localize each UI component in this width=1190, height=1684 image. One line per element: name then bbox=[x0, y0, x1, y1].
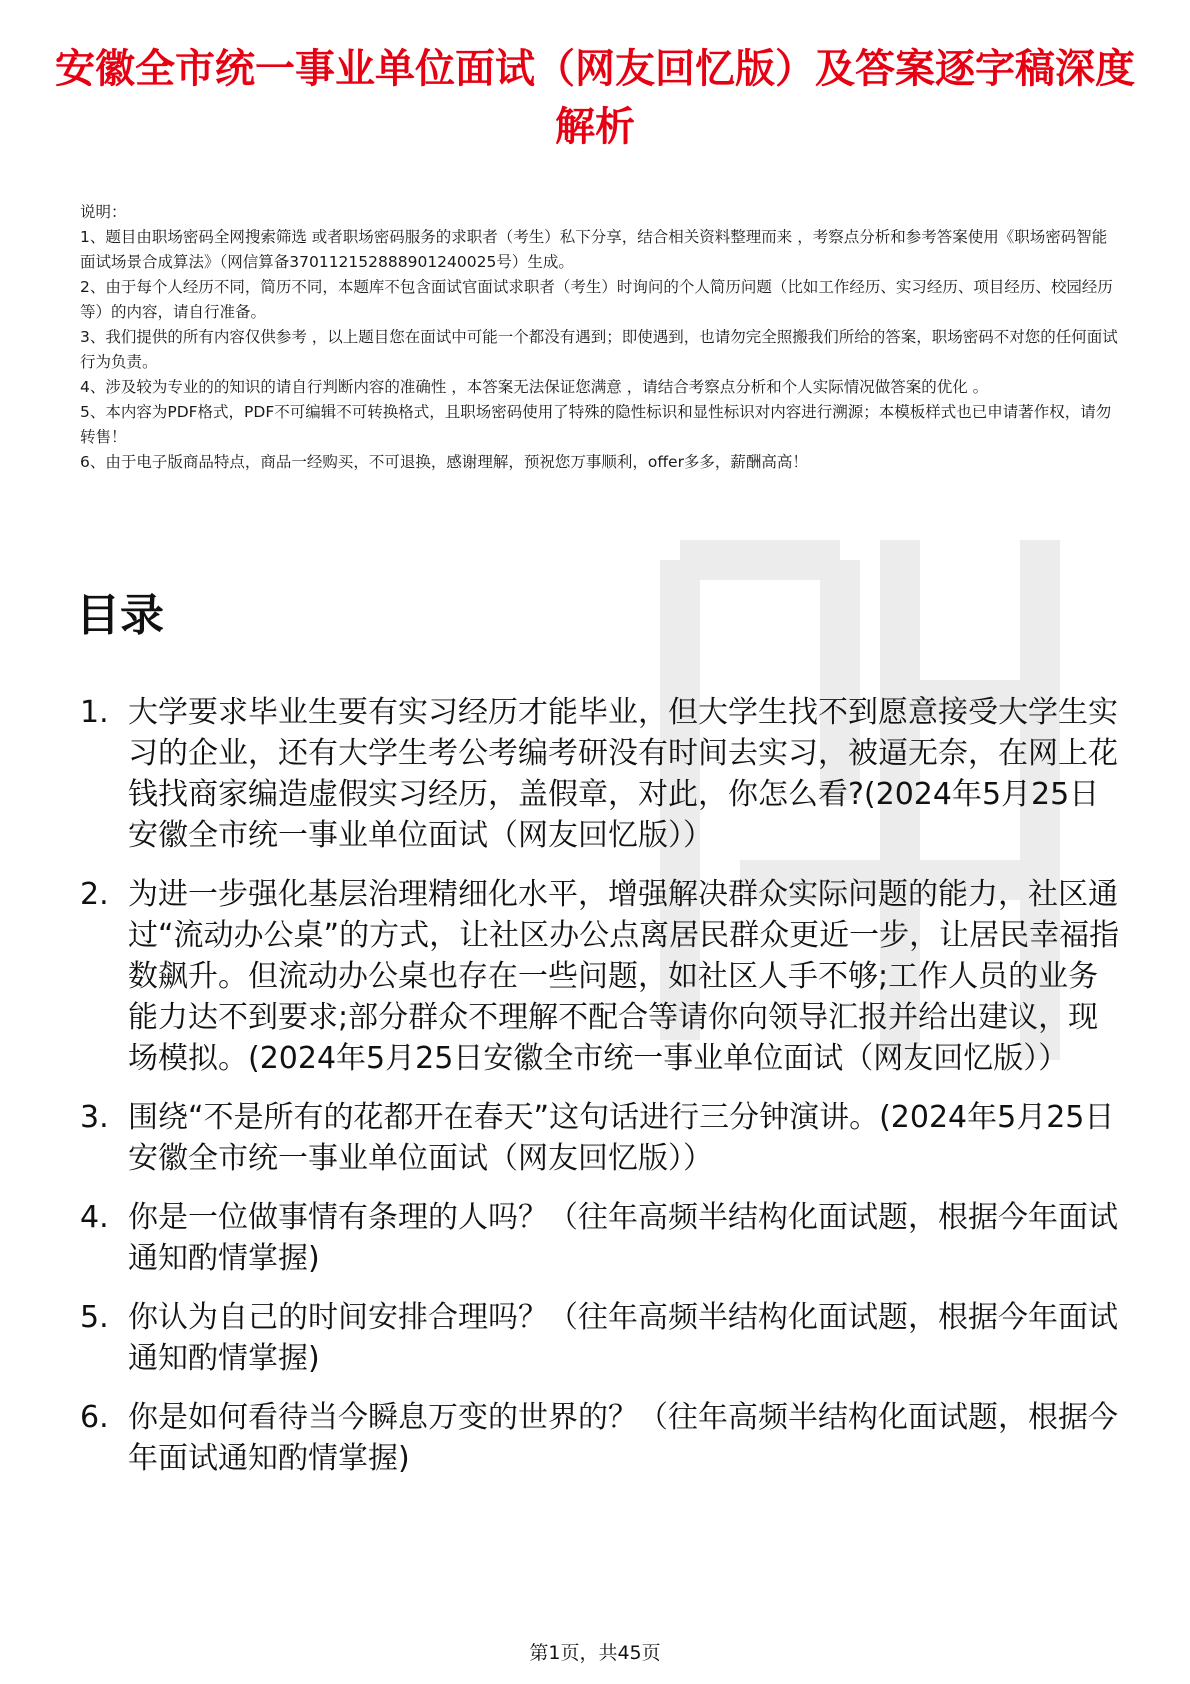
toc-item-number: 1. bbox=[80, 695, 109, 730]
note-item: 3、我们提供的所有内容仅供参考 ，以上题目您在面试中可能一个都没有遇到；即使遇到，也请勿完全照搬我们所给的答案，职场密码不对您的任何面试行为负责。 bbox=[80, 328, 1118, 371]
note-item: 4、涉及较为专业的的知识的请自行判断内容的准确性 ，本答案无法保证您满意 ，请结合考察点分析和个人实际情况做答案的优化 。 bbox=[80, 378, 989, 396]
toc-item[interactable] bbox=[80, 1297, 1120, 1379]
notes-section bbox=[80, 200, 1120, 475]
note-item: 2、由于每个人经历不同，简历不同，本题库不包含面试官面试求职者（考生）时询问的个人简历问题（比如工作经历、实习经历、项目经历、校园经历等）的内容，请自行准备。 bbox=[80, 278, 1113, 321]
toc-item[interactable] bbox=[80, 1097, 1120, 1179]
toc-item[interactable] bbox=[80, 874, 1120, 1079]
toc-item-number: 6. bbox=[80, 1400, 109, 1435]
note-item: 1、题目由职场密码全网搜索筛选 或者职场密码服务的求职者（考生）私下分享，结合相关资料整理而来 ，考察点分析和参考答案使用《职场密码智能面试场景合成算法》（网信算备370112152888901240025号）生成。 bbox=[80, 228, 1108, 271]
toc-item-text: 你是一位做事情有条理的人吗？（往年高频半结构化面试题，根据今年面试通知酌情掌握) bbox=[128, 1200, 1118, 1276]
toc-item-number: 3. bbox=[80, 1100, 109, 1135]
toc-item-number: 5. bbox=[80, 1300, 109, 1335]
notes-label: 说明： bbox=[80, 203, 127, 221]
toc-item-number: 4. bbox=[80, 1200, 109, 1235]
toc-item-text: 大学要求毕业生要有实习经历才能毕业，但大学生找不到愿意接受大学生实习的企业，还有大学生考公考编考研没有时间去实习，被逼无奈，在网上花钱找商家编造虚假实习经历，盖假章，对此，你怎么看?(2024年5月25日安徽全市统一事业单位面试（网友回忆版）） bbox=[128, 695, 1118, 853]
toc-item-text: 你是如何看待当今瞬息万变的世界的？（往年高频半结构化面试题，根据今年面试通知酌情掌握) bbox=[128, 1400, 1118, 1476]
toc-list bbox=[80, 692, 1120, 1497]
document-title: 安徽全市统一事业单位面试（网友回忆版）及答案逐字稿深度解析 bbox=[55, 46, 1135, 150]
toc-item-text: 为进一步强化基层治理精细化水平，增强解决群众实际问题的能力，社区通过“流动办公桌”的方式，让社区办公点离居民群众更近一步，让居民幸福指数飙升。但流动办公桌也存在一些问题，如社区人手不够;工作人员的业务能力达不到要求;部分群众不理解不配合等请你向领导汇报并给出建议，现场模拟。(2024年5月25日安徽全市统一事业单位面试（网友回忆版）） bbox=[128, 877, 1120, 1076]
page-footer: 第1页，共45页 bbox=[529, 1642, 661, 1664]
note-item: 5、本内容为PDF格式，PDF不可编辑不可转换格式，且职场密码使用了特殊的隐性标识和显性标识对内容进行溯源；本模板样式也已申请著作权，请勿转售！ bbox=[80, 403, 1112, 446]
toc-item-number: 2. bbox=[80, 877, 109, 912]
toc-item[interactable] bbox=[80, 1397, 1120, 1479]
toc-item-text: 围绕“不是所有的花都开在春天”这句话进行三分钟演讲。(2024年5月25日安徽全市统一事业单位面试（网友回忆版）） bbox=[128, 1100, 1115, 1176]
note-item: 6、由于电子版商品特点，商品一经购买，不可退换，感谢理解，预祝您万事顺利，offer多多，薪酬高高！ bbox=[80, 453, 808, 471]
toc-item[interactable] bbox=[80, 1197, 1120, 1279]
toc-heading: 目录 bbox=[76, 590, 164, 641]
toc-item[interactable] bbox=[80, 692, 1120, 856]
toc-item-text: 你认为自己的时间安排合理吗？（往年高频半结构化面试题，根据今年面试通知酌情掌握) bbox=[128, 1300, 1118, 1376]
